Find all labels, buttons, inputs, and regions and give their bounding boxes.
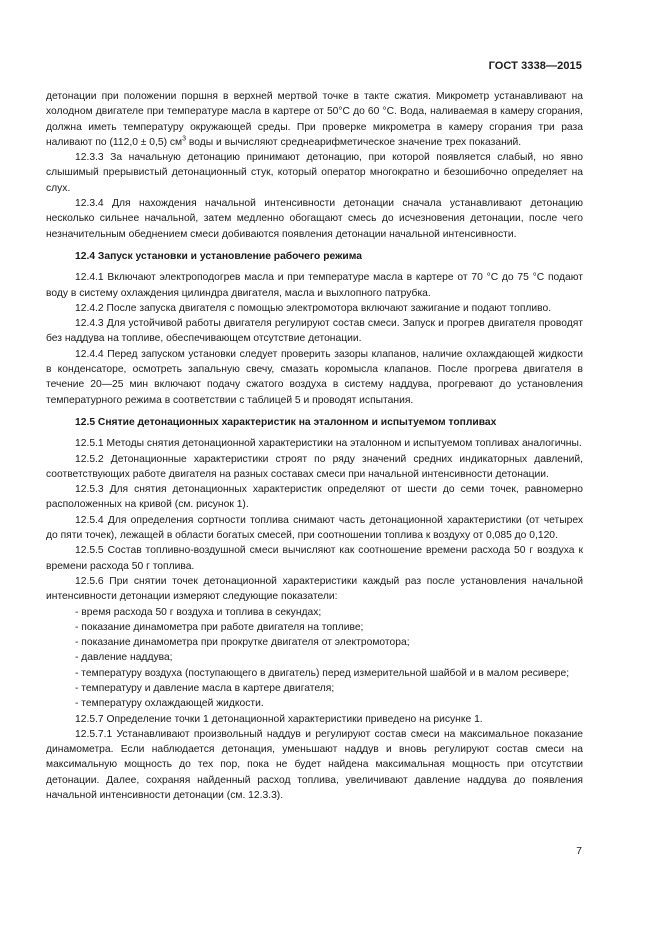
paragraph-text-tail: воды и вычисляют среднеарифметическое значение трех показаний.	[186, 136, 522, 148]
paragraph-12-5-2: 12.5.2 Детонационные характеристики строят по ряду значений средних индикаторных давлений, соответствующих работе двигателя на разных составах смеси при начальной интенсивности детонации.	[46, 453, 583, 480]
section-heading-12-5: 12.5 Снятие детонационных характеристик на эталонном и испытуемом топливах	[75, 416, 497, 428]
paragraph-12-3-3: 12.3.3 За начальную детонацию принимают детонацию, при которой появляется слабый, но явно слышимый прерывистый детонационный стук, который оператор многократно и безошибочно определяет на слух.	[46, 152, 583, 194]
list-item: - время расхода 50 г воздуха и топлива в секундах;	[75, 606, 322, 618]
paragraph-12-5-7-1: 12.5.7.1 Устанавливают произвольный наддув и регулируют состав смеси на максимальное показание динамометра. Если наблюдается детонация, уменьшают наддув и вновь регулируют состав смеси на максимальную мощность до тех пор, пока не будет найдена максимальная мощность при отсутствии детонации. Далее, сохраняя найденный расход топлива, увеличивают давление наддува до появления начальной интенсивности детонации (см. 12.3.3).	[46, 728, 583, 802]
paragraph-continuation	[46, 89, 583, 150]
superscript: 3	[182, 135, 187, 143]
paragraph-12-5-6: 12.5.6 При снятии точек детонационной характеристики каждый раз после установления начальной интенсивности детонации измеряют следующие показатели:	[46, 575, 583, 603]
paragraph-12-5-1: 12.5.1 Методы снятия детонационной характеристики на эталонном и испытуемом топливах аналогичны.	[75, 438, 582, 450]
section-heading-12-4: 12.4 Запуск установки и установление рабочего режима	[75, 250, 362, 262]
list-item: - показание динамометра при прокрутке двигателя от электромотора;	[75, 637, 410, 649]
paragraph-text: детонации при положении поршня в верхней мертвой точке в такте сжатия. Микрометр устанавливают на холодном двигателе при температуре масла в картере от 50°С до 60 °С. Вода, наливаемая в камеру сгорания, должна иметь температуру окружающей среды. При проверке микрометра в камеру сгорания три раза наливают по (112,0 ± 0,5) см	[46, 91, 583, 148]
paragraph-12-3-4: 12.3.4 Для нахождения начальной интенсивности детонации сначала устанавливают детонацию несколько сильнее начальной, затем медленно обогащают смесь до исчезновения детонации, после чего незначительным обеднением смеси добиваются появления детонации начальной интенсивности.	[46, 198, 583, 240]
list-item: - температуру воздуха (поступающего в двигатель) перед измерительной шайбой и в малом ресивере;	[75, 667, 570, 679]
paragraph-12-4-3: 12.4.3 Для устойчивой работы двигателя регулируют состав смеси. Запуск и прогрев двигателя проводят без наддува на топливе, обеспечивающем отсутствие детонации.	[46, 318, 583, 345]
list-item: - показание динамометра при работе двигателя на топливе;	[75, 621, 364, 633]
page-number: 7	[576, 846, 582, 857]
paragraph-12-4-1: 12.4.1 Включают электроподогрев масла и при температуре масла в картере от 70 °С до 75 °С подают воду в систему охлаждения цилиндра двигателя, масла и выхлопного патрубка.	[46, 272, 583, 299]
list-item: - температуру и давление масла в картере двигателя;	[75, 682, 335, 694]
paragraph-12-4-2: 12.4.2 После запуска двигателя с помощью электромотора включают зажигание и подают топливо.	[75, 302, 552, 314]
document-body	[46, 89, 583, 803]
paragraph-12-5-3: 12.5.3 Для снятия детонационных характеристик определяют от шести до семи точек, равномерно расположенных на кривой (см. рисунок 1).	[46, 484, 583, 511]
standard-header: ГОСТ 3338—2015	[488, 60, 582, 72]
paragraph-12-5-7: 12.5.7 Определение точки 1 детонационной характеристики приведено на рисунке 1.	[75, 713, 483, 725]
list-item: - температуру охлаждающей жидкости.	[75, 698, 264, 710]
list-item: - давление наддува;	[75, 652, 173, 664]
paragraph-12-4-4: 12.4.4 Перед запуском установки следует проверить зазоры клапанов, наличие охлаждающей жидкости в конденсаторе, осмотреть запальную свечу, смазать коромысла клапанов. После прогрева двигателя в течение 20—25 мин включают подачу сжатого воздуха в систему наддува, прогревают до установления температурного режима в соответствии с таблицей 5 и проводят испытания.	[46, 348, 583, 406]
paragraph-12-5-4: 12.5.4 Для определения сортности топлива снимают часть детонационной характеристики (от четырех до пяти точек), лежащей в области богатых смесей, при соотношении топлива к воздуху от 0,085 до 0,120.	[46, 514, 583, 542]
paragraph-12-5-5: 12.5.5 Состав топливно-воздушной смеси вычисляют как соотношение времени расхода 50 г воздуха к времени расхода 50 г топлива.	[46, 545, 583, 572]
